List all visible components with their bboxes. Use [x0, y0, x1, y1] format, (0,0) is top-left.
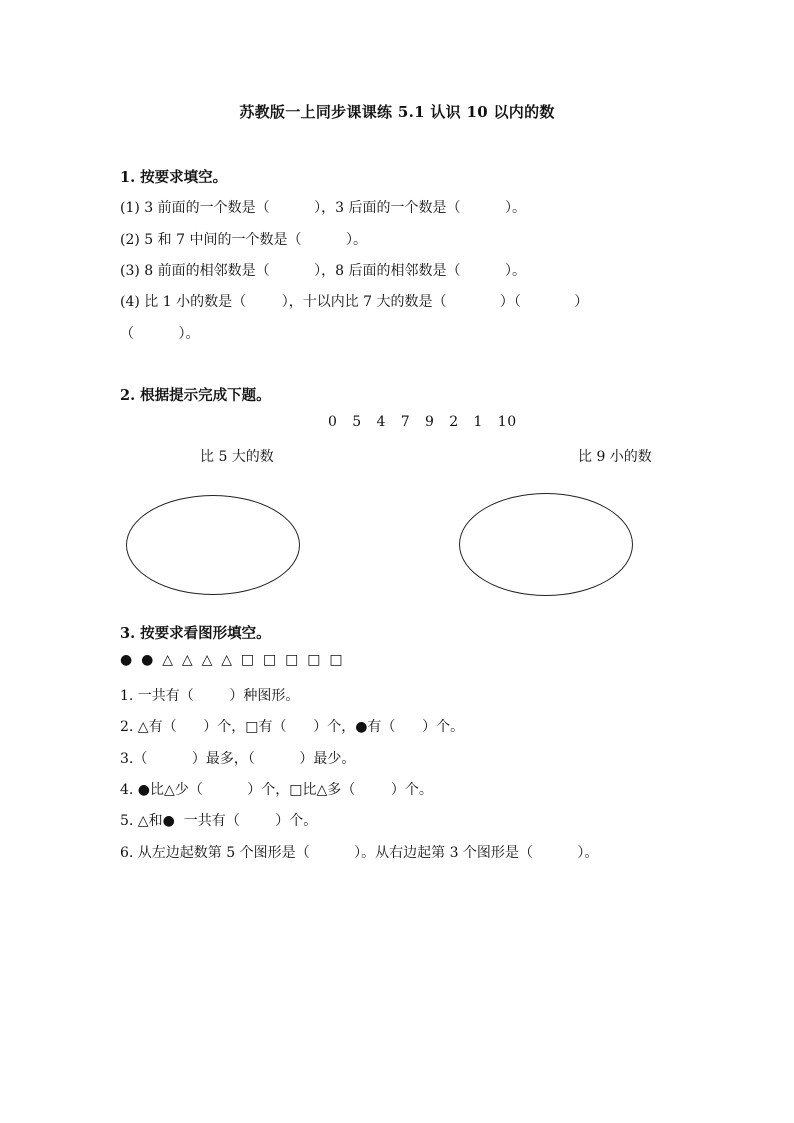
section2-heading: 2. 根据提示完成下题。: [120, 387, 271, 404]
section3-question-6: 6. 从左边起数第 5 个图形是（ ）。从右边起第 3 个图形是（ ）。: [120, 845, 599, 861]
section3-question-4: 4. ●比△少（ ）个，□比△多（ ）个。: [120, 782, 433, 798]
right-answer-ellipse: [459, 493, 633, 596]
right-caption: 比 9 小的数: [578, 449, 652, 465]
section3-question-3: 3.（ ）最多，（ ）最少。: [120, 751, 356, 767]
shape-row: ● ● △ △ △ △ □ □ □ □ □: [120, 652, 343, 668]
section3-heading: 3. 按要求看图形填空。: [120, 625, 271, 642]
section3-question-1: 1. 一共有（ ）种图形。: [120, 688, 300, 704]
section1-heading: 1. 按要求填空。: [120, 169, 228, 186]
section1-question-4-continued: （ ）。: [120, 326, 200, 342]
page-title: 苏教版一上同步课课练 5.1 认识 10 以内的数: [239, 103, 555, 121]
section3-question-2: 2. △有（ ）个，□有（ ）个，●有（ ）个。: [120, 719, 465, 735]
number-row: 0 5 4 7 9 2 1 10: [328, 414, 517, 430]
section1-question-2: (2) 5 和 7 中间的一个数是（ ）。: [120, 232, 367, 248]
section1-question-3: (3) 8 前面的相邻数是（ ），8 后面的相邻数是（ ）。: [120, 263, 526, 279]
left-answer-ellipse: [126, 495, 300, 595]
left-caption: 比 5 大的数: [200, 449, 274, 465]
section3-question-5: 5. △和● 一共有（ ）个。: [120, 813, 318, 829]
section1-question-1: (1) 3 前面的一个数是（ ），3 后面的一个数是（ ）。: [120, 200, 526, 216]
section1-question-4: (4) 比 1 小的数是（ ），十以内比 7 大的数是（ ）（ ）: [120, 294, 589, 310]
